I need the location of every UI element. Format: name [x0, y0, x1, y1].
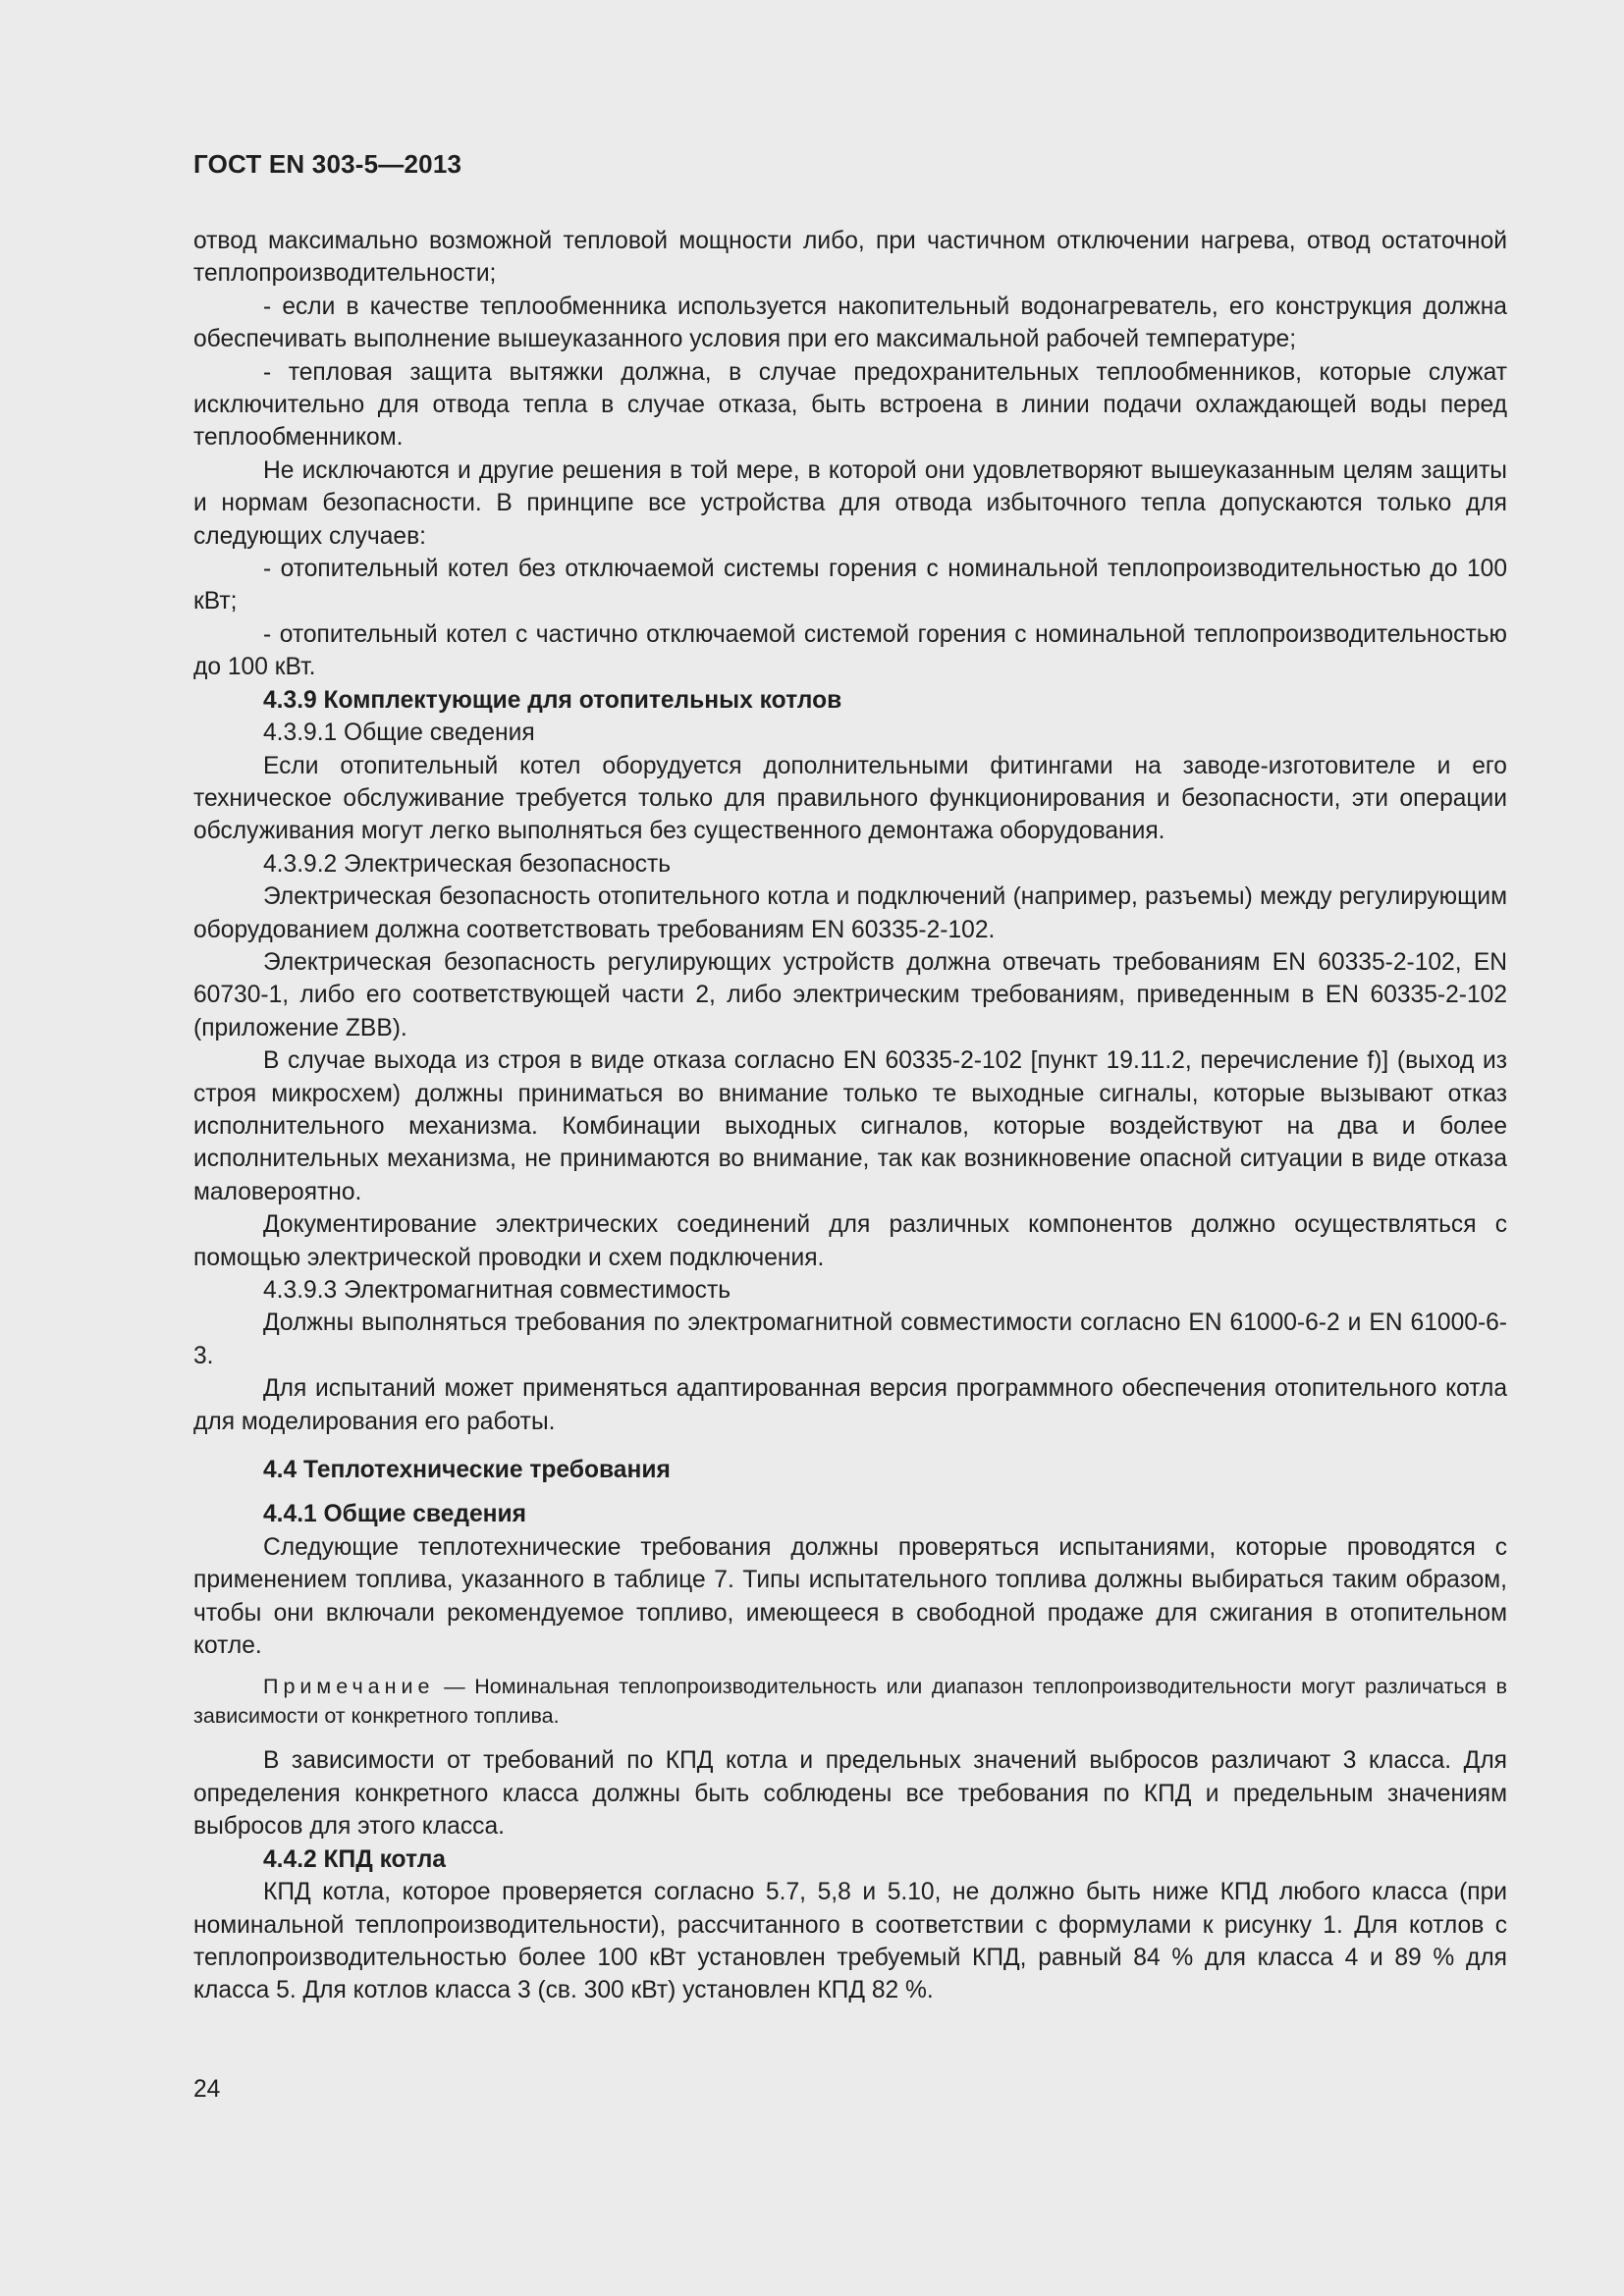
paragraph: Следующие теплотехнические требования должны проверяться испытаниями, которые проводятся с применением топлива, указанного в таблице 7. Типы испытательного топлива должны выбираться таким образом, чтобы они включали рекомендуемое топливо, имеющееся в свободной продаже для сжигания в отопительном котле. — [193, 1533, 1507, 1660]
paragraph: Электрическая безопасность регулирующих устройств должна отвечать требованиям EN 60335-2-102, EN 60730-1, либо его соответствующей части 2, либо электрическим требованиям, приведенным в EN 60335-2-102 (приложение ZBB). — [193, 948, 1507, 1041]
document-body — [193, 225, 1507, 2007]
subsection-heading-4-3-9-2: 4.3.9.2 Электрическая безопасность — [263, 850, 672, 878]
paragraph: отвод максимально возможной тепловой мощности либо, при частичном отключении нагрева, отвод остаточной теплопроизводительности; — [193, 228, 1507, 288]
paragraph: Если отопительный котел оборудуется дополнительными фитингами на заводе-изготовителе и его техническое обслуживание требуется только для правильного функционирования и безопасности, эти операции обслуживания могут легко выполняться без существенного демонтажа оборудования. — [193, 752, 1507, 845]
note-label: Примечание — [263, 1675, 435, 1699]
paragraph: Для испытаний может применяться адаптированная версия программного обеспечения отопительного котла для моделирования его работы. — [193, 1375, 1507, 1435]
section-heading-4-4-2: 4.4.2 КПД котла — [263, 1845, 446, 1873]
subsection-heading-4-3-9-1: 4.3.9.1 Общие сведения — [263, 720, 535, 747]
list-item: - отопительный котел с частично отключаемой системой горения с номинальной теплопроизводительностью до 100 кВт. — [193, 620, 1507, 681]
subsection-heading-4-3-9-3: 4.3.9.3 Электромагнитная совместимость — [263, 1277, 731, 1304]
note-text: — Номинальная теплопроизводительность или диапазон теплопроизводительности могут различаться в зависимости от конкретного топлива. — [193, 1675, 1507, 1729]
paragraph: В случае выхода из строя в виде отказа согласно EN 60335-2-102 [пункт 19.11.2, перечисление f)] (выход из строя микросхем) должны приниматься во внимание только те выходные сигналы, которые вызывают отказ исполнительного механизма. Комбинации выходных сигналов, которые воздействуют на два и более исполнительных механизма, не принимаются во внимание, так как возникновение опасной ситуации в виде отказа маловероятно. — [193, 1047, 1508, 1205]
paragraph: Не исключаются и другие решения в той мере, в которой они удовлетворяют вышеуказанным целям защиты и нормам безопасности. В принципе все устройства для отвода избыточного тепла допускаются только для следующих случаев: — [193, 456, 1507, 550]
paragraph: Электрическая безопасность отопительного котла и подключений (например, разъемы) между регулирующим оборудованием должна соответствовать требованиям EN 60335-2-102. — [193, 883, 1507, 943]
section-heading-4-4-1: 4.4.1 Общие сведения — [263, 1501, 526, 1528]
list-item: - отопительный котел без отключаемой системы горения с номинальной теплопроизводительностью до 100 кВт; — [193, 556, 1507, 615]
section-heading-4-4: 4.4 Теплотехнические требования — [263, 1457, 671, 1484]
note — [193, 1672, 1507, 1731]
page-number: 24 — [193, 2076, 221, 2103]
paragraph: КПД котла, которое проверяется согласно 5.7, 5,8 и 5.10, не должно быть ниже КПД любого класса (при номинальной теплопроизводительности), рассчитанного в соответствии с формулами к рисунку 1. Для котлов с теплопроизводительностью более 100 кВт установлен требуемый КПД, равный 84 % для класса 4 и 89 % для класса 5. Для котлов класса 3 (св. 300 кВт) установлен КПД 82 %. — [193, 1879, 1507, 2004]
list-item: - если в качестве теплообменника используется накопительный водонагреватель, его конструкция должна обеспечивать выполнение вышеуказанного условия при его максимальной рабочей температуре; — [193, 293, 1507, 353]
document-header: ГОСТ EN 303-5—2013 — [193, 149, 462, 179]
paragraph: Документирование электрических соединений для различных компонентов должно осуществляться с помощью электрической проводки и схем подключения. — [193, 1211, 1507, 1271]
list-item: - тепловая защита вытяжки должна, в случае предохранительных теплообменников, которые служат исключительно для отвода тепла в случае отказа, быть встроена в линии подачи охлаждающей воды перед теплообменником. — [193, 358, 1507, 452]
paragraph: Должны выполняться требования по электромагнитной совместимости согласно EN 61000-6-2 и EN 61000-6-3. — [193, 1309, 1507, 1369]
section-heading-4-3-9: 4.3.9 Комплектующие для отопительных котлов — [263, 686, 842, 714]
paragraph: В зависимости от требований по КПД котла и предельных значений выбросов различают 3 класса. Для определения конкретного класса должны быть соблюдены все требования по КПД и предельным значениям выбросов для этого класса. — [193, 1747, 1507, 1841]
